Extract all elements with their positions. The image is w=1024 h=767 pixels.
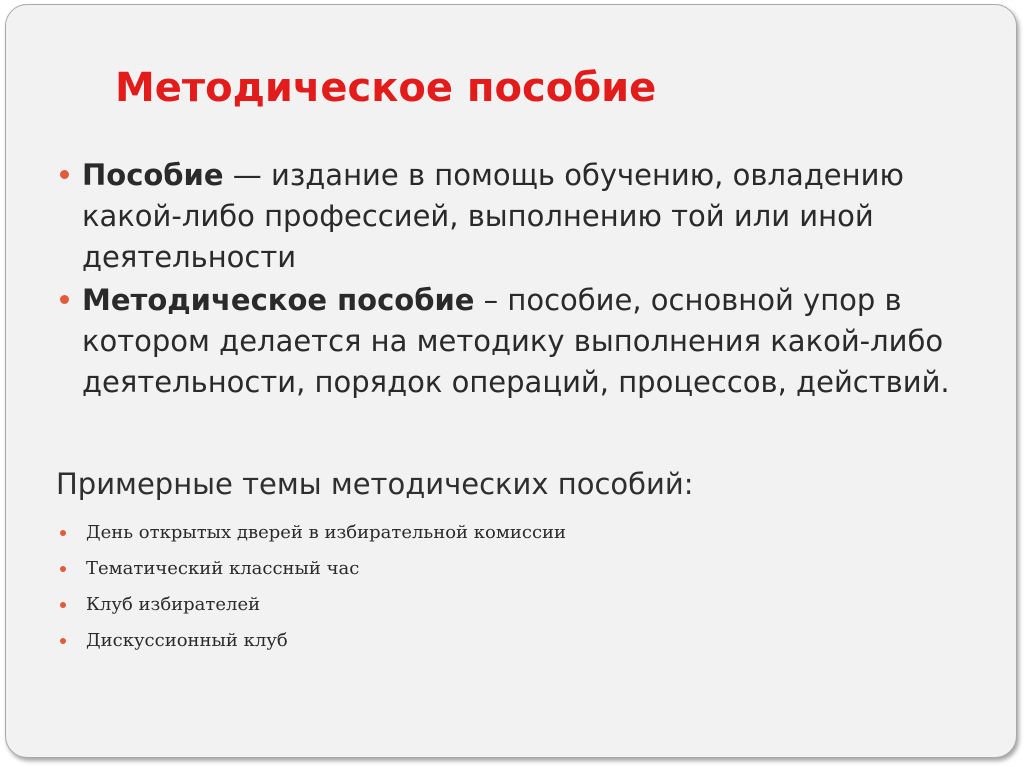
slide: [5, 4, 1017, 758]
topic-label: Клуб избирателей: [86, 594, 261, 615]
definitions-list: [60, 155, 960, 405]
topic-label: День открытых дверей в избирательной комиссии: [86, 522, 567, 543]
bullet-dot-icon: [60, 295, 69, 304]
definition-text: издание в помощь обучению, овладению какой-либо профессией, выполнению той или иной деятельности: [82, 158, 904, 274]
definition-separator: –: [474, 283, 508, 317]
bullet-dot-icon: [60, 602, 66, 608]
definition-item: [60, 155, 960, 278]
topic-item: [60, 551, 566, 587]
topic-item: [60, 623, 566, 659]
bullet-dot-icon: [60, 638, 66, 644]
slide-title: Методическое пособие: [115, 65, 657, 111]
topic-label: Тематический классный час: [86, 558, 360, 579]
topics-list: [60, 515, 566, 659]
topic-item: [60, 515, 566, 551]
topic-label: Дискуссионный клуб: [86, 630, 288, 651]
bullet-dot-icon: [60, 566, 66, 572]
definition-term: Методическое пособие: [82, 283, 475, 317]
bullet-dot-icon: [60, 530, 66, 536]
definition-separator: —: [223, 158, 271, 192]
bullet-dot-icon: [60, 170, 69, 179]
topics-heading: Примерные темы методических пособий:: [56, 467, 694, 501]
definition-text: пособие, основной упор в котором делается на методику выполнения какой-либо деятельности, порядок операций, процессов, действий.: [82, 283, 950, 399]
definition-term: Пособие: [82, 158, 224, 192]
definition-item: [60, 280, 960, 403]
topic-item: [60, 587, 566, 623]
